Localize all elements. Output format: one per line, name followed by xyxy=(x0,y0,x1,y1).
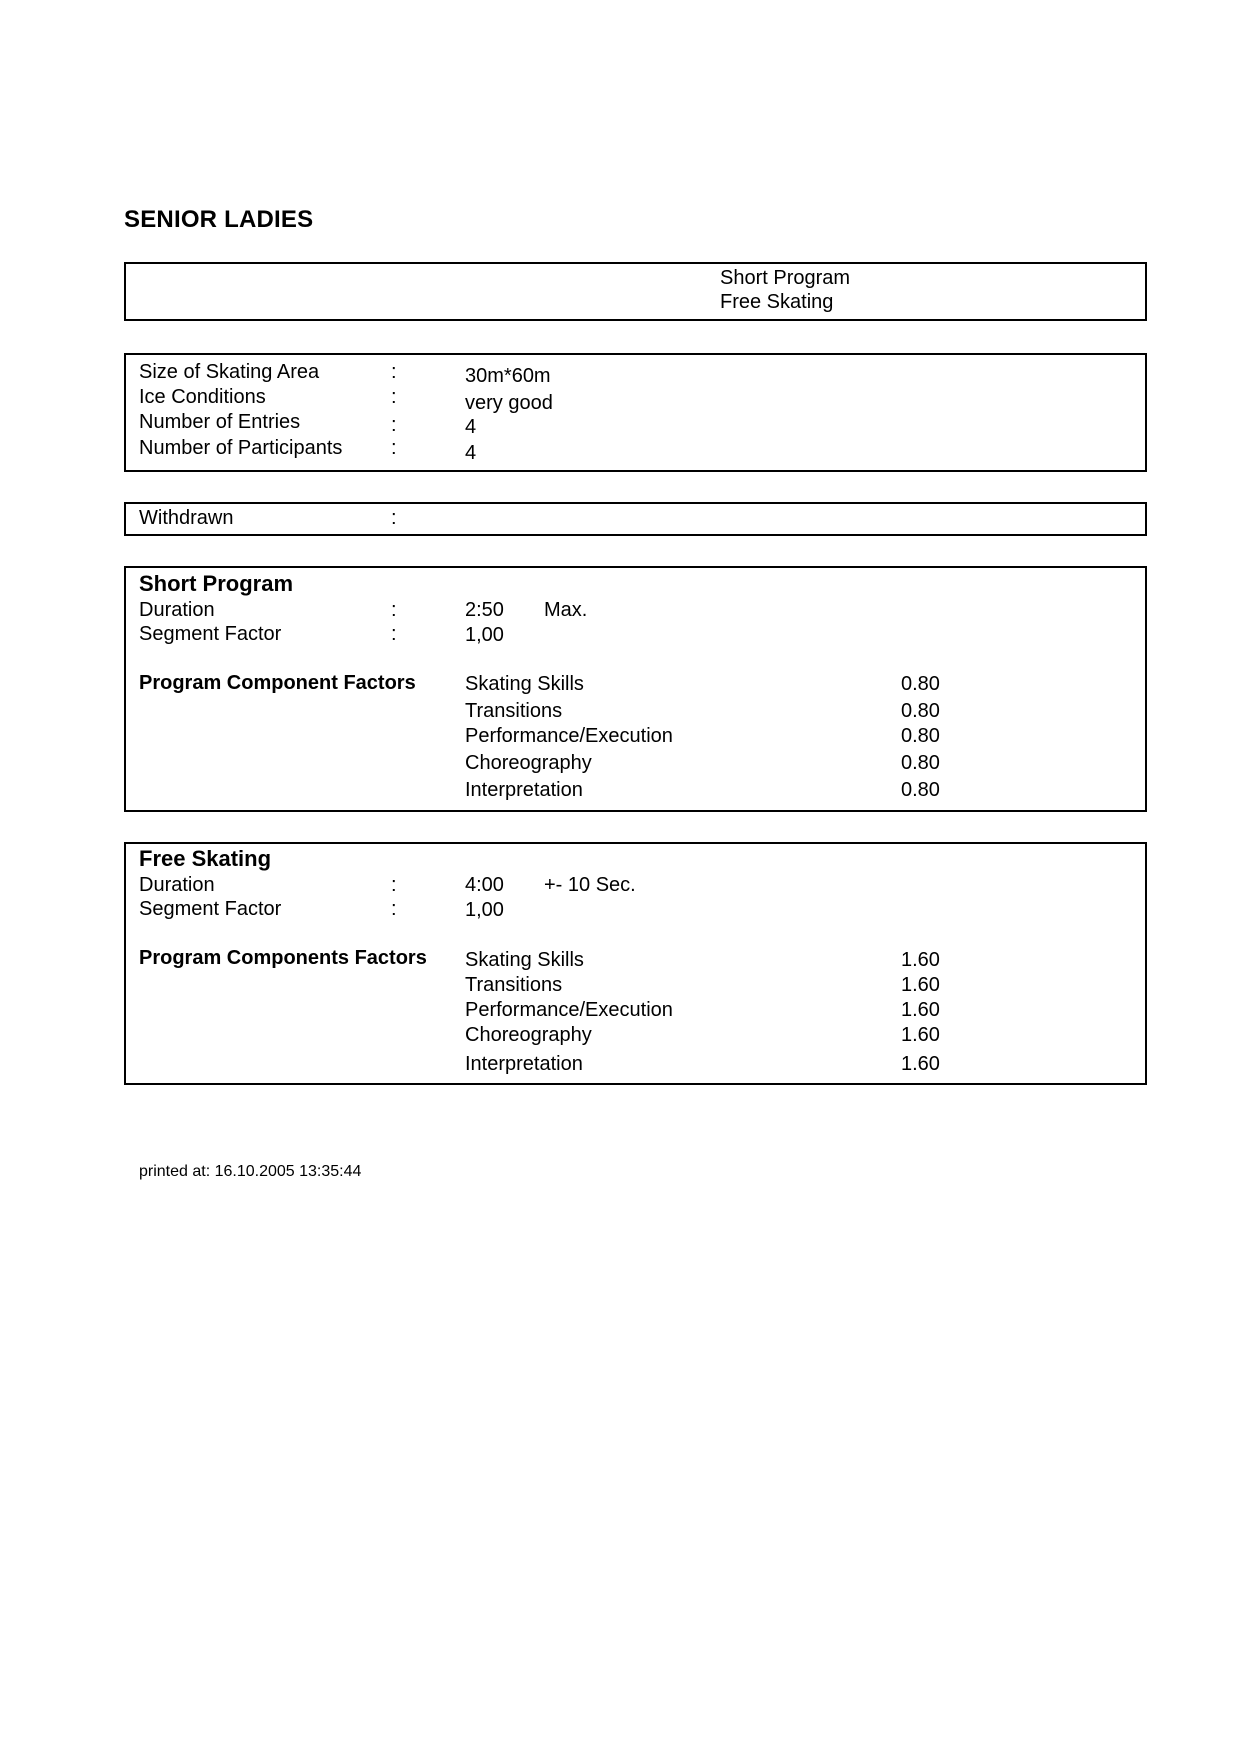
page-title: SENIOR LADIES xyxy=(124,206,314,233)
withdrawn-label: Withdrawn xyxy=(139,507,234,529)
fs-factor-label: Segment Factor xyxy=(139,898,282,920)
segment-free-skating: Free Skating xyxy=(720,291,834,313)
sp-factor-colon: : xyxy=(391,623,397,645)
sp-component-factor: 0.80 xyxy=(901,700,940,722)
sp-component-name: Transitions xyxy=(465,700,563,722)
entries-colon: : xyxy=(391,414,397,436)
sp-component-factor: 0.80 xyxy=(901,779,940,801)
sp-duration-note: Max. xyxy=(544,599,588,621)
fs-factor-value: 1,00 xyxy=(465,899,504,921)
fs-component-name: Transitions xyxy=(465,974,563,996)
fs-component-name: Skating Skills xyxy=(465,949,584,971)
segment-short-program: Short Program xyxy=(720,267,851,289)
ice-conditions-value: very good xyxy=(465,392,553,414)
sp-component-name: Performance/Execution xyxy=(465,725,673,747)
sp-component-factor: 0.80 xyxy=(901,673,940,695)
skating-area-value: 30m*60m xyxy=(465,365,551,387)
fs-component-factor: 1.60 xyxy=(901,1053,940,1075)
fs-components-label: Program Components Factors xyxy=(139,947,427,969)
entries-value: 4 xyxy=(465,416,477,438)
sp-component-factor: 0.80 xyxy=(901,725,940,747)
fs-component-name: Performance/Execution xyxy=(465,999,673,1021)
free-skating-heading: Free Skating xyxy=(139,846,272,871)
skating-area-colon: : xyxy=(391,361,397,383)
sp-component-name: Skating Skills xyxy=(465,673,584,695)
segments-box xyxy=(124,262,1147,321)
sp-duration-colon: : xyxy=(391,599,397,621)
sp-duration-value: 2:50 xyxy=(465,599,504,621)
participants-value: 4 xyxy=(465,442,477,464)
sp-component-name: Interpretation xyxy=(465,779,583,801)
sp-factor-value: 1,00 xyxy=(465,624,504,646)
fs-component-factor: 1.60 xyxy=(901,999,940,1021)
withdrawn-colon: : xyxy=(391,507,397,529)
fs-component-name: Choreography xyxy=(465,1024,592,1046)
sp-duration-label: Duration xyxy=(139,599,215,621)
fs-factor-colon: : xyxy=(391,898,397,920)
sp-components-label: Program Component Factors xyxy=(139,672,416,694)
printed-timestamp: printed at: 16.10.2005 13:35:44 xyxy=(139,1163,362,1180)
participants-colon: : xyxy=(391,437,397,459)
fs-component-factor: 1.60 xyxy=(901,949,940,971)
entries-label: Number of Entries xyxy=(139,411,301,433)
ice-conditions-colon: : xyxy=(391,386,397,408)
fs-duration-label: Duration xyxy=(139,874,215,896)
skating-area-label: Size of Skating Area xyxy=(139,361,320,383)
fs-duration-value: 4:00 xyxy=(465,874,504,896)
participants-label: Number of Participants xyxy=(139,437,343,459)
fs-duration-colon: : xyxy=(391,874,397,896)
ice-conditions-label: Ice Conditions xyxy=(139,386,266,408)
sp-component-name: Choreography xyxy=(465,752,592,774)
fs-component-name: Interpretation xyxy=(465,1053,583,1075)
withdrawn-box xyxy=(124,502,1147,536)
fs-duration-note: +- 10 Sec. xyxy=(544,874,636,896)
sp-component-factor: 0.80 xyxy=(901,752,940,774)
fs-component-factor: 1.60 xyxy=(901,1024,940,1046)
short-program-heading: Short Program xyxy=(139,571,294,596)
fs-component-factor: 1.60 xyxy=(901,974,940,996)
sp-factor-label: Segment Factor xyxy=(139,623,282,645)
